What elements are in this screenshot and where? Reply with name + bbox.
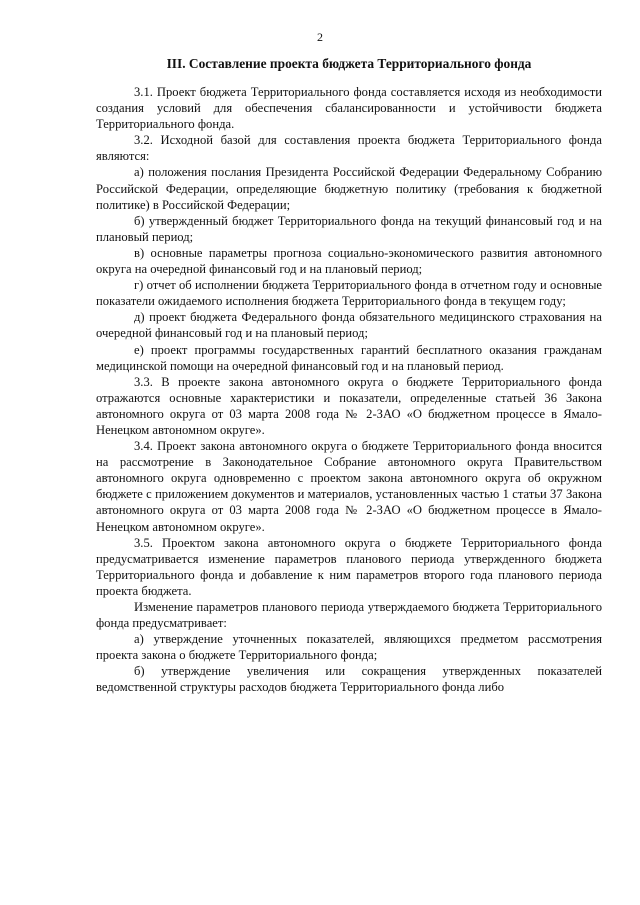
- sublist-item-b: б) утверждение увеличения или сокращения утвержденных показателей ведомственной структуры расходов бюджета Территориального фонда либо: [96, 664, 602, 695]
- paragraph-3-5: 3.5. Проектом закона автономного округа о бюджете Территориального фонда предусматривается изменение параметров планового периода утвержденного бюджета Территориального фонда и добавление к ним параметров второго года планового периода проекта бюджета.: [96, 535, 602, 598]
- paragraph-3-2: 3.2. Исходной базой для составления проекта бюджета Территориального фонда являются:: [96, 133, 602, 164]
- paragraph-3-3: 3.3. В проекте закона автономного округа о бюджете Территориального фонда отражаются основные характеристики и показатели, определенные статьей 36 Закона автономного округа от 03 марта 2008 года № 2-ЗАО «О бюджетном процессе в Ямало-Ненецком автономном округе».: [96, 374, 602, 437]
- list-item-e: е) проект программы государственных гарантий бесплатного оказания гражданам медицинской помощи на очередной финансовый год и на плановый период.: [96, 342, 602, 373]
- sublist-item-a: а) утверждение уточненных показателей, являющихся предметом рассмотрения проекта закона о бюджете Территориального фонда;: [96, 632, 602, 663]
- paragraph-change-params: Изменение параметров планового периода утверждаемого бюджета Территориального фонда предусматривает:: [96, 600, 602, 631]
- list-item-a: а) положения послания Президента Российской Федерации Федеральному Собранию Российской Федерации, определяющие бюджетную политику (требования к бюджетной политике) в Российской Федерации;: [96, 165, 602, 212]
- paragraph-3-1: 3.1. Проект бюджета Территориального фонда составляется исходя из необходимости создания условий для обеспечения сбалансированности и устойчивости бюджета Территориального фонда.: [96, 85, 602, 132]
- section-title: III. Составление проекта бюджета Территориального фонда: [166, 56, 532, 71]
- page-number: 2: [317, 30, 323, 44]
- paragraph-3-4: 3.4. Проект закона автономного округа о бюджете Территориального фонда вносится на рассмотрение в Законодательное Собрание автономного округа Правительством автономного округа одновременно с проектом закона автономного округа об окружном бюджете с приложением документов и материалов, установленных частью 1 статьи 37 Закона автономного округа от 03 марта 2008 года № 2-ЗАО «О бюджетном процессе в Ямало-Ненецком автономном округе».: [96, 439, 602, 534]
- list-item-d: д) проект бюджета Федерального фонда обязательного медицинского страхования на очередной финансовый год и на плановый период;: [96, 310, 602, 341]
- list-item-g: г) отчет об исполнении бюджета Территориального фонда в отчетном году и основные показатели ожидаемого исполнения бюджета Территориального фонда в текущем году;: [96, 278, 602, 309]
- list-item-v: в) основные параметры прогноза социально-экономического развития автономного округа на очередной финансовый год и на плановый период;: [96, 245, 602, 277]
- document-body: [96, 84, 602, 696]
- list-item-b: б) утвержденный бюджет Территориального фонда на текущий финансовый год и на плановый период;: [96, 213, 602, 244]
